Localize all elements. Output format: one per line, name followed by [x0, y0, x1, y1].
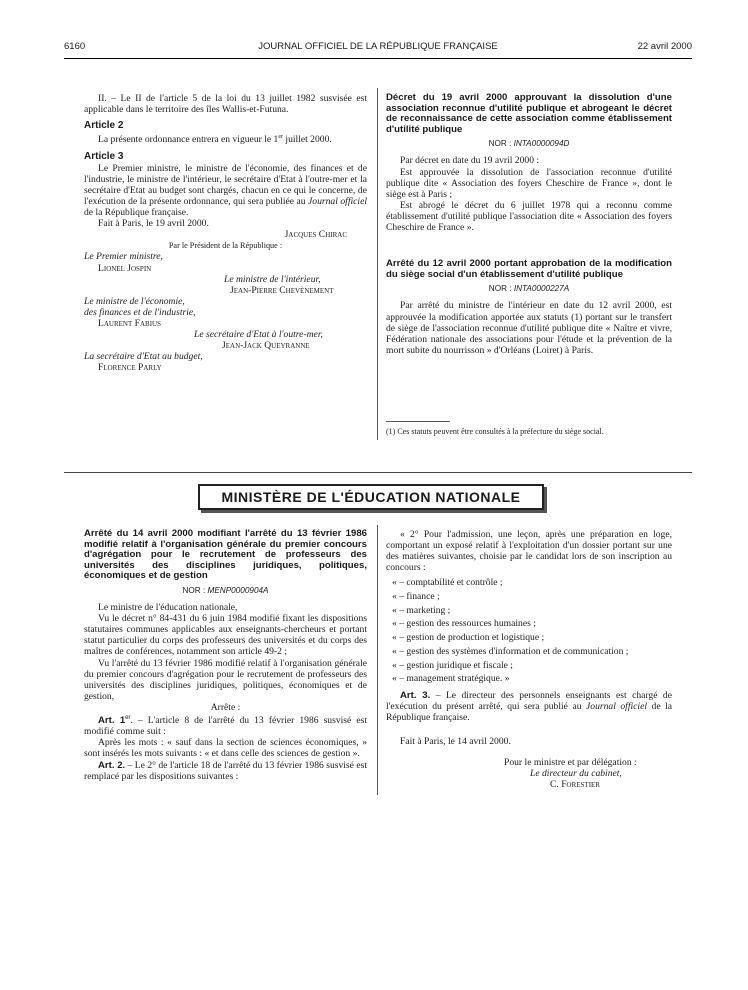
decree-1-nor: NOR : INTA0000094D: [488, 139, 570, 149]
interior-name: Jean-Pierre Chevènement: [230, 284, 334, 296]
section-separator: [64, 472, 692, 473]
arrete-word: Arrête :: [210, 701, 241, 713]
arrete-2-nor: NOR : MENP0000904A: [182, 585, 269, 595]
list-item: « – marketing ;: [392, 604, 451, 616]
article-3: Art. 3. – Le directeur des personnels enseignants est chargé de l'exécution du présent arrêté, qui sera publié au Journal officiel de la République française.: [386, 690, 673, 724]
outremer-title: Le secrétaire d'Etat à l'outre-mer,: [194, 329, 323, 341]
arrete-2-title: Arrêté du 14 avril 2000 modifiant l'arrêté du 13 février 1986 modifié relatif à l'organisation générale du premier concours d'agrégation pour le recrutement de professeurs des universités des disciplines juridiques, politiques, économiques et de gestion: [84, 528, 367, 582]
footnote-rule: [386, 421, 450, 422]
pm-name: Lionel Jospin: [98, 262, 152, 274]
list-item: « – comptabilité et contrôle ;: [392, 577, 503, 589]
decree-1-p2: Est approuvée la dissolution de l'association reconnue d'utilité publique dite « Association des foyers Cheschire de France », dont le siège est à Paris ;: [386, 166, 672, 200]
page-header: [64, 41, 692, 59]
left-column-top: [84, 93, 367, 373]
paragraph-ii: II. – Le II de l'article 5 de la loi du 13 juillet 1982 susvisée est applicable dans le territoire des îles Wallis-et-Futuna.: [84, 93, 367, 116]
list-item: « – gestion juridique et fiscale ;: [392, 659, 513, 671]
article-1: Art. 1er. – L'article 8 de l'arrêté du 13 février 1986 susvisé est modifié comme suit :: [84, 715, 367, 738]
by-president: Par le Président de la République :: [168, 241, 283, 251]
ministry-banner: MINISTÈRE DE L'ÉDUCATION NATIONALE: [198, 484, 544, 510]
issue-date: 22 avril 2000: [637, 41, 692, 52]
page-number: 6160: [64, 41, 86, 52]
list-item: « – finance ;: [392, 591, 440, 603]
left-column-bottom: [84, 529, 367, 782]
delegation: Pour le ministre et par délégation :: [504, 756, 637, 768]
arrete-1-p1: Par arrêté du ministre de l'intérieur en date du 12 avril 2000, est approuvée la modification apportée aux statuts (1) portant sur le transfert de siège de l'association reconnue d'utilité publique dite « Naître et vivre, Fédération nationale des associations pour l'étude et la prévention de la mort subite du nourrisson » d'Orléans (Loiret) à Paris.: [386, 300, 672, 356]
column-divider-top: [377, 88, 378, 440]
director-title: Le directeur du cabinet,: [530, 767, 622, 779]
article-3-text: Le Premier ministre, le ministre de l'économie, des finances et de l'industrie, le ministre de l'intérieur, le secrétaire d'Etat à l'outre-mer et la secrétaire d'Etat au budget sont chargés, chacun en ce qui le concerne, de l'exécution de la présente ordonnance, qui sera publiée au Journal officiel de la République française.: [84, 162, 368, 219]
list-item: « – gestion des ressources humaines ;: [392, 618, 536, 630]
article-2: Art. 2. – Le 2° de l'article 18 de l'arrêté du 13 février 1986 susvisé est remplacé par les dispositions suivantes :: [84, 759, 367, 782]
economy-title-1: Le ministre de l'économie,: [84, 295, 185, 307]
admission-intro: « 2° Pour l'admission, une leçon, après une préparation en loge, comportant un exposé relatif à l'exploitation d'un dossier portant sur une des matières suivantes, choisie par le candidat lors de son inscription au concours :: [386, 529, 672, 574]
arrete-1-title: Arrêté du 12 avril 2000 portant approbation de la modification du siège social d'un établissement d'utilité publique: [386, 258, 672, 280]
footnote: (1) Ces statuts peuvent être consultés à la préfecture du siège social.: [386, 427, 604, 436]
subjects-list: [386, 577, 672, 684]
list-item: « – gestion des systèmes d'information et de communication ;: [392, 645, 629, 657]
vu-arrete: Vu l'arrêté du 13 février 1986 modifié relatif à l'organisation générale du premier concours d'agrégation pour le recrutement de professeurs des universités des disciplines juridiques, politiques, économiques et de gestion,: [84, 657, 367, 702]
article-2-text: La présente ordonnance entrera en vigueur le 1er juillet 2000.: [98, 134, 332, 146]
budget-title: La secrétaire d'Etat au budget,: [84, 351, 203, 363]
pm-title: Le Premier ministre,: [84, 251, 163, 263]
done-at-paris: Fait à Paris, le 19 avril 2000.: [98, 218, 209, 230]
journal-title: JOURNAL OFFICIEL DE LA RÉPUBLIQUE FRANÇAISE: [258, 41, 498, 52]
article-3-heading: Article 3: [84, 150, 124, 162]
minister-line: Le ministre de l'éducation nationale,: [98, 602, 238, 614]
column-divider-bottom: [377, 525, 378, 795]
budget-name: Florence Parly: [98, 362, 162, 374]
economy-title-2: des finances et de l'industrie,: [84, 306, 196, 318]
signer-president: Jacques Chirac: [284, 229, 347, 241]
outremer-name: Jean-Jack Queyranne: [222, 340, 310, 352]
decree-1-p1: Par décret en date du 19 avril 2000 :: [400, 155, 540, 167]
arrete-1-nor: NOR : INTA0000227A: [488, 284, 570, 294]
list-item: « – management stratégique. »: [392, 673, 510, 685]
economy-name: Laurent Fabius: [98, 317, 161, 329]
right-column-top: [386, 93, 672, 356]
decree-1-p3: Est abrogé le décret du 6 juillet 1978 qui a reconnu comme établissement d'utilité publique l'association dite « Association des foyers Cheschire de France ».: [386, 199, 672, 234]
director-name: C. Forestier: [550, 778, 600, 790]
right-column-bottom: [386, 529, 672, 790]
interior-title: Le ministre de l'intérieur,: [224, 273, 321, 285]
decree-1-title: Décret du 19 avril 2000 approuvant la dissolution d'une association reconnue d'utilité publique et abrogeant le décret de reconnaissance de cette association comme établissement d'utilité publique: [386, 92, 672, 135]
done-at-paris-2: Fait à Paris, le 14 avril 2000.: [400, 735, 511, 747]
article-1-p2: Après les mots : « sauf dans la section de sciences économiques, » sont insérés les mots suivants : « et dans celle des sciences de gestion ».: [84, 737, 367, 760]
article-2-heading: Article 2: [84, 120, 124, 132]
vu-decree: Vu le décret n° 84-431 du 6 juin 1984 modifié fixant les dispositions statutaires communes applicables aux enseignants-chercheurs et portant statut particulier du corps des professeurs des universités et du corps des maîtres de conférences, notamment son article 49-2 ;: [84, 613, 367, 658]
list-item: « – gestion de production et logistique ;: [392, 632, 545, 644]
